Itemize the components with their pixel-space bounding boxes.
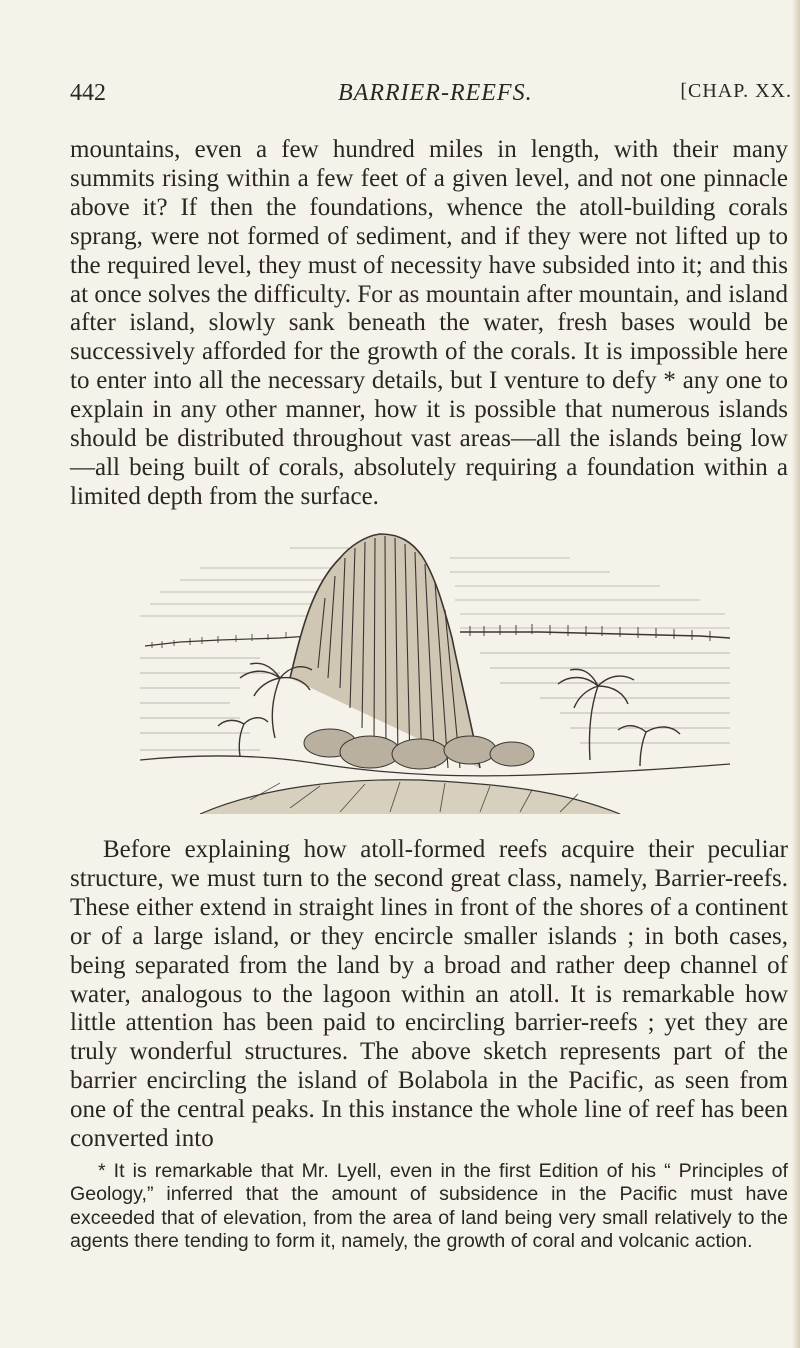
page-edge-shadow bbox=[792, 0, 800, 1348]
bolabola-engraving bbox=[140, 528, 730, 814]
bolabola-illustration bbox=[140, 528, 730, 814]
chapter-label: [CHAP. XX. bbox=[680, 80, 792, 102]
running-header bbox=[70, 80, 792, 120]
paragraph-2: Before explaining how atoll-formed reefs acquire their peculiar structure, we must turn to the second great class, namely, Barrier-reefs. These either extend in straight lines in front of the shores of a continent or of a large island, or they encircle smaller islands ; in both cases, being separated from the land by a broad and rather deep channel of water, analogous to the lagoon within an atoll. It is remarkable how little attention has been paid to encircling barrier-reefs ; yet they are truly wonderful structures. The above sketch represents part of the barrier encircling the island of Bolabola in the Pacific, as seen from one of the central peaks. In this instance the whole line of reef has been converted into bbox=[70, 836, 788, 1153]
paragraph-1: mountains, even a few hundred miles in length, with their many summits rising within a few feet of a given level, and not one pinnacle above it? If then the foundations, whence the atoll-building corals sprang, were not formed of sediment, and if they were not lifted up to the required level, they must of necessity have subsided into it; and this at once solves the difficulty. For as mountain after mountain, and island after island, slowly sank beneath the water, fresh bases would be successively afforded for the growth of the corals. It is impossible here to enter into all the necessary details, but I venture to defy * any one to explain in any other manner, how it is possible that numerous islands should be distributed throughout vast areas—all the islands being low—all being built of corals, absolutely requiring a foundation within a limited depth from the surface. bbox=[70, 136, 788, 510]
page-number: 442 bbox=[70, 80, 106, 106]
footnote: * It is remarkable that Mr. Lyell, even in the first Edition of his “ Principles of Geology,” inferred that the amount of subsidence in the Pacific must have exceeded that of elevation, from the area of land being very small relatively to the agents there tending to form it, namely, the growth of coral and volcanic action. bbox=[70, 1160, 788, 1252]
running-title: BARRIER-REEFS. bbox=[338, 80, 533, 106]
